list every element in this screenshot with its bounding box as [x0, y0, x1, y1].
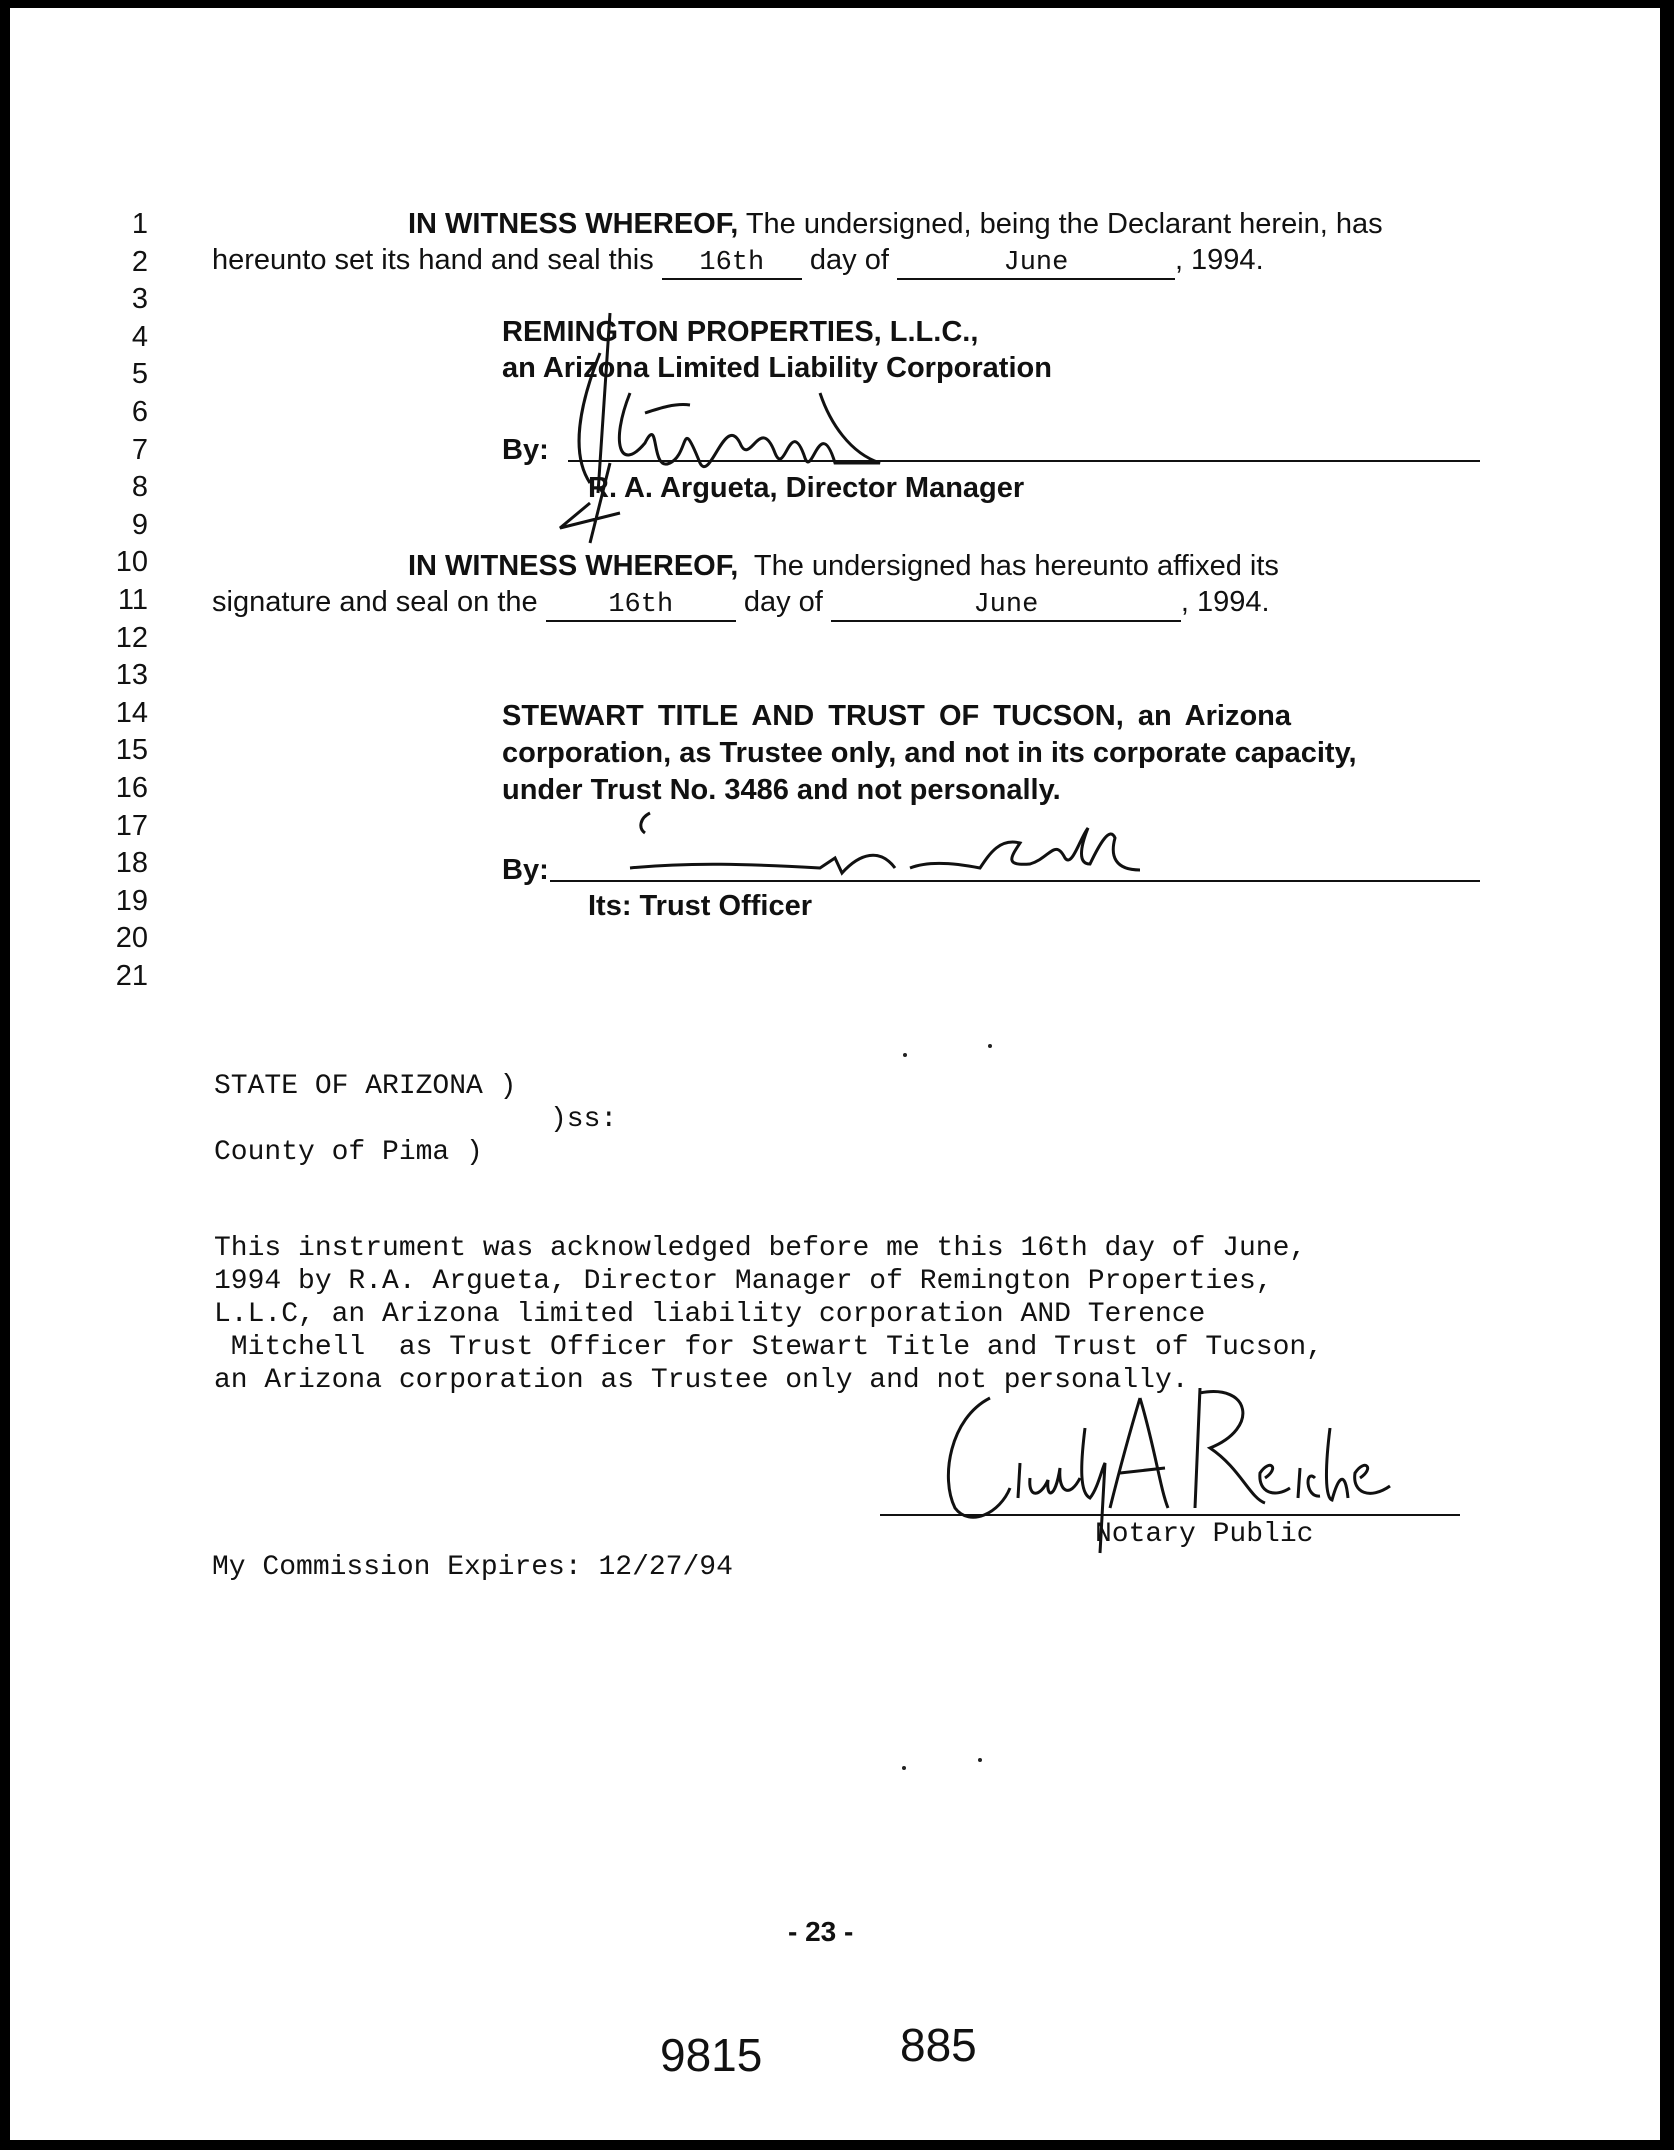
speck	[902, 1766, 906, 1770]
line-number: 11	[117, 584, 148, 616]
witness1-line1-rest: The undersigned, being the Declarant herein, has	[745, 208, 1383, 240]
line-number: 4	[131, 320, 148, 353]
witness1-year: , 1994.	[1174, 244, 1264, 276]
line-number: 12	[115, 621, 148, 654]
acknowledgment-line: This instrument was acknowledged before me this 16th day of June,	[214, 1233, 1307, 1264]
line-number: 13	[115, 659, 148, 692]
witness2-line1-rest: The undersigned has hereunto affixed its	[753, 550, 1279, 582]
line-number: 1	[131, 208, 148, 240]
acknowledgment-line: 1994 by R.A. Argueta, Director Manager of Remington Properties,	[214, 1266, 1273, 1297]
witness1-day-blank: 16th	[662, 248, 802, 280]
line-number: 16	[115, 772, 148, 804]
line-number: 2	[131, 245, 148, 278]
witness2-day-blank: 16th	[546, 590, 736, 622]
line-number: 19	[115, 884, 148, 917]
notary-signature	[920, 1368, 1420, 1568]
declarant-by-label: By:	[502, 434, 549, 466]
venue-state: STATE OF ARIZONA )	[214, 1071, 517, 1102]
witness2-lead: IN WITNESS WHEREOF,	[408, 550, 739, 582]
line-number: 3	[131, 283, 148, 316]
acknowledgment-line: an Arizona corporation as Trustee only and not personally.	[214, 1365, 1189, 1396]
speck	[988, 1044, 992, 1048]
line-number: 7	[131, 433, 148, 466]
trustee-line1: STEWART TITLE AND TRUST OF TUCSON, an Arizona	[502, 700, 1292, 732]
speck	[903, 1053, 907, 1057]
trustee-signature	[610, 798, 1210, 888]
speck	[978, 1758, 982, 1762]
line-number: 6	[131, 396, 148, 428]
trustee-line2: corporation, as Trustee only, and not in its corporate capacity,	[502, 737, 1357, 769]
acknowledgment-line: L.L.C, an Arizona limited liability corporation AND Terence	[214, 1299, 1206, 1330]
notary-label: Notary Public	[1095, 1519, 1314, 1550]
witness2-line1	[408, 548, 1279, 584]
venue-county: County of Pima )	[214, 1137, 483, 1168]
line-number: 20	[115, 922, 148, 955]
docket-number-left: 9815	[660, 2029, 763, 2081]
witness1-line1	[408, 206, 1383, 242]
line-number: 5	[131, 358, 148, 391]
declarant-signature	[550, 293, 930, 543]
declarant-signer-title: Director Manager	[785, 472, 1025, 504]
line-number: 18	[115, 847, 148, 880]
trustee-line3: under Trust No. 3486 and not personally.	[502, 774, 1061, 806]
declarant-name: REMINGTON PROPERTIES, L.L.C.,	[502, 316, 979, 348]
declarant-desc: an Arizona Limited Liability Corporation	[502, 352, 1052, 384]
page-number: - 23 -	[788, 1916, 854, 1947]
line-number: 14	[115, 696, 148, 729]
line-number: 15	[115, 734, 148, 767]
line-number: 9	[131, 508, 148, 541]
witness2-line2-pre: signature and seal on the	[212, 586, 538, 618]
witness2-year: , 1994.	[1180, 586, 1270, 618]
line-number: 8	[131, 471, 148, 504]
trustee-its: Its: Trust Officer	[588, 890, 812, 922]
witness1-line2	[212, 242, 1264, 280]
trustee-by-label: By:	[502, 854, 549, 886]
docket-number-right: 885	[900, 2019, 977, 2071]
commission-expires: My Commission Expires: 12/27/94	[212, 1552, 733, 1583]
acknowledgment-line: Mitchell as Trust Officer for Stewart Title and Trust of Tucson,	[214, 1332, 1323, 1363]
line-number: 21	[115, 960, 148, 992]
witness1-lead: IN WITNESS WHEREOF,	[408, 208, 739, 240]
document-page	[10, 8, 1660, 2140]
witness1-month-blank: June	[897, 248, 1175, 280]
witness2-month-blank: June	[831, 590, 1181, 622]
line-number: 10	[115, 546, 148, 579]
line-number: 17	[115, 809, 148, 842]
witness1-line2-pre: hereunto set its hand and seal this	[212, 244, 654, 276]
witness2-mid: day of	[743, 586, 823, 618]
venue-ss: )ss:	[550, 1104, 618, 1135]
witness2-line2	[212, 584, 1270, 622]
witness1-mid: day of	[809, 244, 889, 276]
declarant-signer-name: R. A. Argueta,	[588, 472, 778, 504]
